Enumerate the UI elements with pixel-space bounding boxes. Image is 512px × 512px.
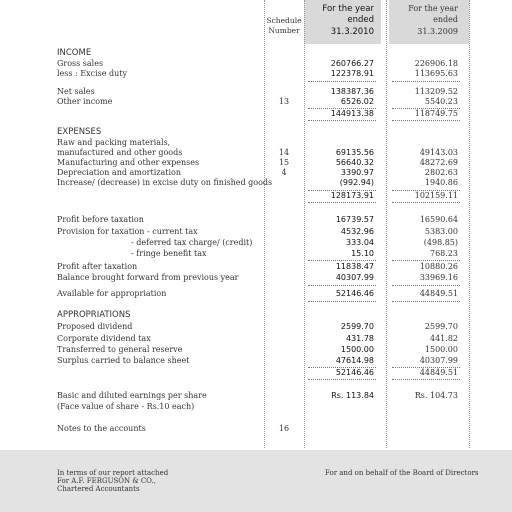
row-label: Profit after taxation (57, 262, 138, 271)
row-label: Depreciation and amortization (57, 168, 182, 177)
row-label: - fringe benefit tax (131, 249, 207, 258)
row-label: Corporate dividend tax (57, 334, 151, 343)
current-value: 11838.47 (335, 262, 374, 271)
total-rule (392, 120, 460, 121)
expenses-heading: EXPENSES (57, 127, 102, 137)
row-label: Transferred to general reserve (57, 345, 183, 354)
current-value: 431.78 (346, 334, 374, 343)
total-income-current: 144913.38 (330, 109, 374, 118)
current-year-ended: ended (347, 15, 374, 25)
row-label: Gross sales (57, 59, 104, 68)
previous-value: 16590.64 (419, 215, 458, 224)
current-value: 138387.36 (330, 87, 374, 96)
current-value: 2599.70 (340, 322, 374, 331)
current-value: 69135.56 (335, 148, 374, 157)
previous-value: 1940.86 (424, 178, 458, 187)
auditor-reference: In terms of our report attached (57, 469, 169, 477)
previous-value: 48272.69 (419, 158, 458, 167)
row-label: manufactured and other goods (57, 148, 183, 157)
row-label: Other income (57, 97, 113, 106)
subtotal-rule (308, 260, 376, 261)
number-header: Number (268, 26, 300, 35)
previous-value: 441.82 (430, 334, 458, 343)
row-label: Profit before taxation (57, 215, 144, 224)
eps-label: Basic and diluted earnings per share (57, 391, 207, 400)
row-label: Raw and packing materials, (57, 138, 171, 147)
current-year-date: 31.3.2010 (330, 27, 374, 37)
current-value: 16739.57 (335, 215, 374, 224)
current-value: 1500.00 (340, 345, 374, 354)
row-label: Provision for taxation - current tax (57, 227, 198, 236)
previous-year-label: For the year (408, 4, 458, 13)
appropriations-heading: APPROPRIATIONS (57, 310, 131, 320)
current-value: 122378.91 (330, 69, 374, 78)
column-divider (469, 0, 470, 448)
row-label: - deferred tax charge/ (credit) (131, 238, 253, 247)
current-value: 56640.32 (335, 158, 374, 167)
previous-value: 40307.99 (419, 356, 458, 365)
total-rule (308, 301, 376, 302)
eps-current: Rs. 113.84 (331, 391, 374, 400)
previous-value: 768.23 (430, 249, 458, 258)
total-rule (392, 379, 460, 380)
row-label: Manufacturing and other expenses (57, 158, 200, 167)
previous-value: 5383.00 (424, 227, 458, 236)
appropriations-total-current: 52146.46 (335, 368, 374, 377)
schedule-number: 15 (278, 158, 290, 167)
board-signature-line: For and on behalf of the Board of Directors (325, 469, 479, 477)
previous-year-date: 31.3.2009 (417, 27, 458, 36)
subtotal-rule (308, 285, 376, 286)
row-label: Available for appropriation (57, 289, 167, 298)
current-value: 260766.27 (330, 59, 374, 68)
column-divider (264, 0, 265, 448)
notes-label: Notes to the accounts (57, 424, 146, 433)
total-rule (308, 120, 376, 121)
previous-value: 33969.16 (419, 273, 458, 282)
previous-value: 113695.63 (414, 69, 458, 78)
previous-value: 113209.52 (414, 87, 458, 96)
current-year-label: For the year (322, 4, 374, 14)
subtotal-rule (392, 81, 460, 82)
previous-value: 2802.63 (424, 168, 458, 177)
current-value: 52146.46 (335, 289, 374, 298)
schedule-number: 16 (278, 424, 290, 433)
eps-face-value: (Face value of share - Rs.10 each) (57, 402, 195, 411)
schedule-number: 14 (278, 148, 290, 157)
total-rule (308, 202, 376, 203)
schedule-header: Schedule (266, 16, 302, 25)
previous-value: 49143.03 (419, 148, 458, 157)
current-value: 40307.99 (335, 273, 374, 282)
current-value: 6526.02 (340, 97, 374, 106)
current-value: 4532.96 (340, 227, 374, 236)
row-label: Surplus carried to balance sheet (57, 356, 190, 365)
previous-value: 44849.51 (419, 289, 458, 298)
row-label: Increase/ (decrease) in excise duty on finished goods (57, 178, 273, 187)
previous-value: 10880.26 (419, 262, 458, 271)
appropriations-total-previous: 44849.51 (419, 368, 458, 377)
schedule-number: 4 (281, 168, 287, 177)
income-heading: INCOME (57, 48, 92, 58)
total-expenses-previous: 102159.11 (414, 191, 458, 200)
total-income-previous: 118749.75 (414, 109, 458, 118)
current-value: 47614.98 (335, 356, 374, 365)
row-label: less : Excise duty (57, 69, 128, 78)
previous-year-ended: ended (433, 15, 458, 24)
previous-value: 1500.00 (424, 345, 458, 354)
current-value: 333.04 (346, 238, 374, 247)
total-rule (392, 301, 460, 302)
row-label: Proposed dividend (57, 322, 133, 331)
eps-previous: Rs. 104.73 (414, 391, 458, 400)
auditor-title: Chartered Accountants (57, 485, 140, 493)
previous-value: 2599.70 (424, 322, 458, 331)
column-divider (304, 0, 305, 448)
auditor-firm: For A.F. FERGUSON & CO., (57, 477, 156, 485)
subtotal-rule (392, 285, 460, 286)
current-value: (992.94) (339, 178, 374, 187)
previous-value: (498.85) (423, 238, 458, 247)
total-rule (308, 379, 376, 380)
previous-value: 5540.23 (424, 97, 458, 106)
current-value: 15.10 (351, 249, 374, 258)
total-expenses-current: 128173.91 (330, 191, 374, 200)
subtotal-rule (392, 260, 460, 261)
row-label: Net sales (57, 87, 95, 96)
row-label: Balance brought forward from previous year (57, 273, 239, 282)
column-divider (386, 0, 387, 448)
current-value: 3390.97 (340, 168, 374, 177)
subtotal-rule (308, 81, 376, 82)
schedule-number: 13 (278, 97, 290, 106)
previous-value: 226906.18 (414, 59, 458, 68)
total-rule (392, 202, 460, 203)
